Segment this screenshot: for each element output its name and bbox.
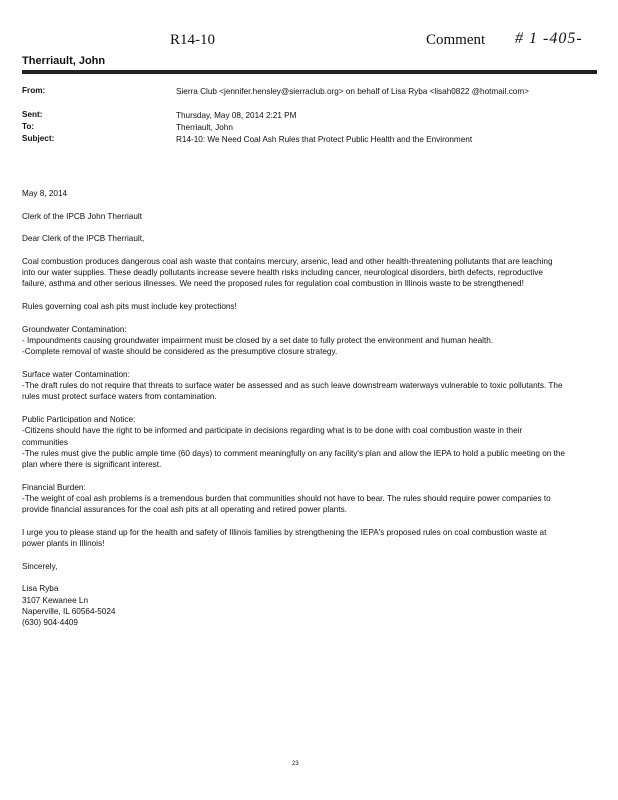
from-label: From: — [22, 86, 46, 95]
page-number: 23 — [292, 761, 299, 767]
signature-name: Lisa Ryba — [22, 584, 59, 594]
letter-intro: Coal combustion produces dangerous coal ash waste that contains mercury, arsenic, lead and other health-threatening pollutants that are leaching into our water supplies. These deadly pollutants increase severe health risks including cancer, neurological disorders, birth defects, reproductive failure, asthma and other serious illnesses. We need the proposed rules for regulation coal combustion in Illinois waste to be strengthened! — [22, 256, 553, 289]
signoff: Sincerely, — [22, 561, 58, 571]
section-item: -Citizens should have the right to be informed and participate in decisions regarding what is to be done with coal combustion waste in their communities — [22, 426, 523, 447]
section-heading: Groundwater Contamination: — [22, 324, 127, 334]
section-item: - Impoundments causing groundwater impairment must be closed by a set date to fully protect the environment and human health. — [22, 335, 494, 345]
to-value: Therriault, John — [176, 123, 233, 132]
signature-city: Naperville, IL 60564-5024 — [22, 606, 116, 616]
handwritten-comment-number: # 1 -405- — [515, 30, 583, 47]
section-public-participation — [22, 414, 567, 470]
signature-block — [22, 583, 567, 628]
subject-value: R14-10: We Need Coal Ash Rules that Protect Public Health and the Environment — [176, 135, 473, 144]
letter-salutation: Dear Clerk of the IPCB Therriault, — [22, 234, 145, 244]
docket-number: R14-10 — [170, 32, 215, 48]
letter-date: May 8, 2014 — [22, 189, 68, 198]
section-item: -The draft rules do not require that threats to surface water be assessed and as such leave downstream waterways vulnerable to toxic pollutants. The rules must protect surface waters from contamination. — [22, 381, 563, 402]
signature-street: 3107 Kewanee Ln — [22, 595, 89, 605]
sent-value: Thursday, May 08, 2014 2:21 PM — [176, 111, 297, 120]
section-item: -Complete removal of waste should be considered as the presumptive closure strategy. — [22, 347, 338, 357]
section-heading: Financial Burden: — [22, 482, 86, 492]
letter-body — [22, 188, 567, 640]
section-item: -The weight of coal ash problems is a tremendous burden that communities should not have to bear. The rules should require power companies to provide financial assurances for the coal ash pits at all operating and retired power plants. — [22, 494, 551, 515]
section-financial-burden — [22, 482, 567, 516]
from-value: Sierra Club <jennifer.hensley@sierraclub.org> on behalf of Lisa Ryba <lisah0822 @hotmail.com> — [176, 87, 529, 96]
letter-addressee: Clerk of the IPCB John Therriault — [22, 211, 142, 221]
section-heading: Surface water Contamination: — [22, 369, 130, 379]
section-groundwater — [22, 324, 567, 358]
subject-label: Subject: — [22, 134, 55, 143]
signature-phone: (630) 904-4409 — [22, 618, 78, 628]
comment-label: Comment — [426, 32, 486, 48]
section-surface-water — [22, 369, 567, 403]
sent-label: Sent: — [22, 110, 43, 119]
mailbox-owner: Therriault, John — [22, 55, 106, 67]
closing-paragraph: I urge you to please stand up for the health and safety of Illinois families by strengthening the IEPA's proposed rules on coal combustion waste at power plants in Illinois! — [22, 527, 547, 549]
section-heading: Public Participation and Notice: — [22, 414, 136, 424]
section-item: -The rules must give the public ample time (60 days) to comment meaningfully on any facility's plan and allow the IEPA to hold a public meeting on the plan where there is significant interest. — [22, 448, 565, 470]
header-divider — [22, 70, 597, 74]
key-protections: Rules governing coal ash pits must include key protections! — [22, 301, 237, 311]
to-label: To: — [22, 122, 35, 131]
